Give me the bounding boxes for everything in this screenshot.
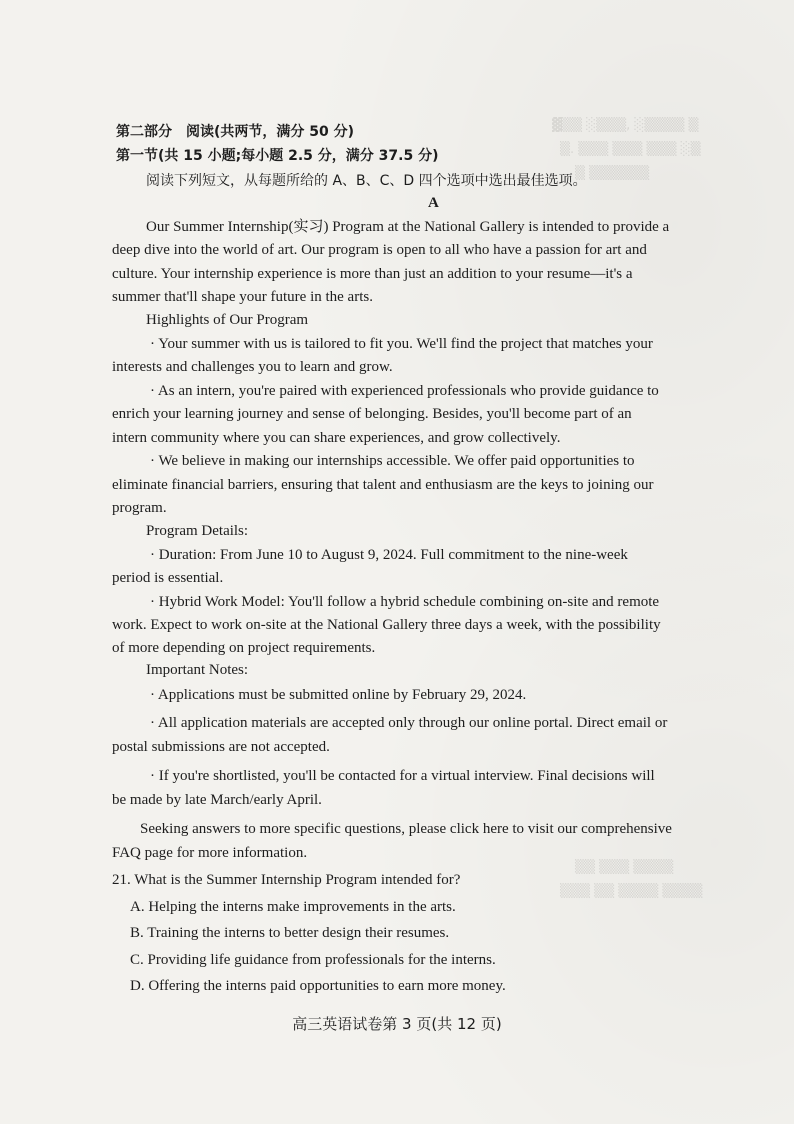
passage-line: · All application materials are accepted only through our online portal. Direct email or	[150, 715, 668, 731]
bleed-through-text: ▒▒ ▒▒▒ ▒▒▒▒	[575, 860, 674, 875]
answer-option-d: D. Offering the interns paid opportunities to earn more money.	[130, 978, 506, 994]
passage-line: FAQ page for more information.	[112, 845, 308, 861]
bleed-through-text: ▒. ▒▒▒ ▒▒▒ ▒▒▒ ░▒	[560, 142, 701, 157]
subsection-heading: 第一节(共 15 小题;每小题 2.5 分，满分 37.5 分)	[116, 148, 439, 164]
bleed-through-text: ▓▒▒ ░▒▒▒, ░▒▒▒▒ ▒	[552, 118, 699, 133]
passage-line: postal submissions are not accepted.	[112, 739, 330, 755]
passage-line: · As an intern, you're paired with experienced professionals who provide guidance to	[150, 383, 659, 399]
passage-line: Seeking answers to more specific questions, please click here to visit our comprehensive	[140, 821, 672, 837]
passage-line: enrich your learning journey and sense of belonging. Besides, you'll become part of an	[112, 406, 632, 422]
bleed-through-text: ▒▒▒ ▒▒ ▒▒▒▒ ▒▒▒▒	[560, 884, 703, 899]
answer-option-b: B. Training the interns to better design their resumes.	[130, 925, 450, 941]
passage-line: · If you're shortlisted, you'll be contacted for a virtual interview. Final decisions will	[150, 768, 655, 784]
passage-line: work. Expect to work on-site at the National Gallery three days a week, with the possibility	[112, 617, 661, 633]
passage-line: of more depending on project requirements.	[112, 640, 376, 656]
answer-option-a: A. Helping the interns make improvements in the arts.	[130, 899, 456, 915]
passage-line: eliminate financial barriers, ensuring that talent and enthusiasm are the keys to joining our	[112, 477, 654, 493]
passage-line: summer that'll shape your future in the arts.	[112, 289, 373, 305]
passage-line: period is essential.	[112, 570, 224, 586]
question-stem: 21. What is the Summer Internship Program intended for?	[112, 872, 461, 888]
passage-line: interests and challenges you to learn and grow.	[112, 359, 393, 375]
part-heading: 第二部分 阅读(共两节，满分 50 分)	[116, 124, 355, 140]
passage-line: deep dive into the world of art. Our program is open to all who have a passion for art and	[112, 242, 647, 258]
instructions: 阅读下列短文，从每题所给的 A、B、C、D 四个选项中选出最佳选项。	[146, 173, 587, 189]
passage-line: intern community where you can share experiences, and grow collectively.	[112, 430, 561, 446]
passage-line: culture. Your internship experience is more than just an addition to your resume—it's a	[112, 266, 633, 282]
passage-line: · Applications must be submitted online by February 29, 2024.	[150, 687, 527, 703]
passage-line: Our Summer Internship(实习) Program at the National Gallery is intended to provide a	[146, 219, 670, 235]
passage-line: · Your summer with us is tailored to fit you. We'll find the project that matches your	[150, 336, 653, 352]
answer-option-c: C. Providing life guidance from professionals for the interns.	[130, 952, 496, 968]
highlights-heading: Highlights of Our Program	[146, 312, 309, 328]
details-heading: Program Details:	[146, 523, 249, 539]
passage-line: be made by late March/early April.	[112, 792, 322, 808]
passage-letter: A	[428, 195, 439, 211]
passage-line: · Hybrid Work Model: You'll follow a hybrid schedule combining on-site and remote	[150, 594, 660, 610]
passage-line: program.	[112, 500, 167, 516]
passage-line: · We believe in making our internships accessible. We offer paid opportunities to	[150, 453, 635, 469]
page-footer: 高三英语试卷第 3 页(共 12 页)	[292, 1015, 502, 1033]
notes-heading: Important Notes:	[146, 662, 249, 678]
bleed-through-text: ▒ ▒▒▒▒▒▒	[575, 166, 650, 181]
passage-line: · Duration: From June 10 to August 9, 2024. Full commitment to the nine-week	[150, 547, 628, 563]
